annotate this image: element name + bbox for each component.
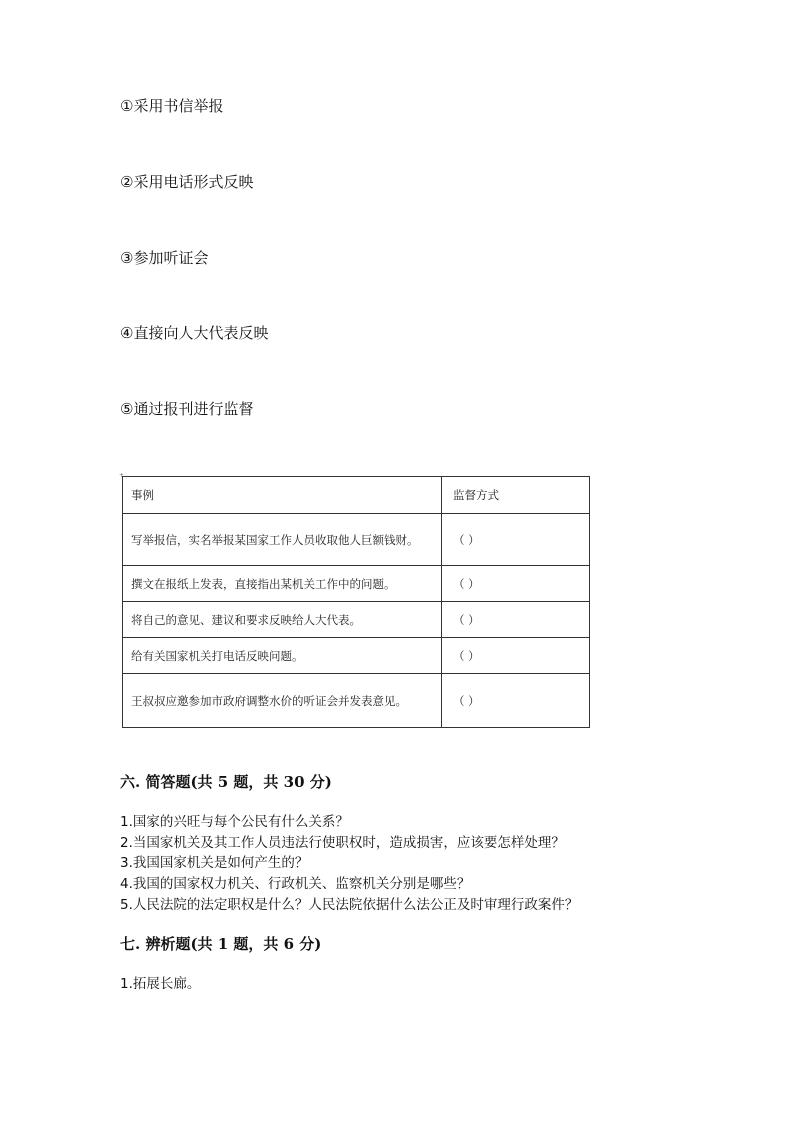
section7-question-1: 1.拓展长廊。	[120, 976, 201, 992]
option-3: ③参加听证会	[120, 249, 209, 267]
table-row	[123, 638, 590, 674]
answer-blank[interactable]: （ ）	[442, 566, 590, 602]
table-row	[123, 602, 590, 638]
supervision-table	[122, 476, 590, 728]
header-case: 事例	[123, 477, 442, 514]
case-cell: 将自己的意见、建议和要求反映给人大代表。	[123, 602, 442, 638]
section6-question-1: 1.国家的兴旺与每个公民有什么关系？	[120, 814, 349, 830]
table-header-row	[123, 477, 590, 514]
answer-blank[interactable]: （ ）	[442, 602, 590, 638]
case-cell: 给有关国家机关打电话反映问题。	[123, 638, 442, 674]
section6-question-4: 4.我国的国家权力机关、行政机关、监察机关分别是哪些？	[120, 876, 471, 892]
table-move-handle-icon: +	[119, 472, 125, 479]
case-cell: 撰文在报纸上发表，直接指出某机关工作中的问题。	[123, 566, 442, 602]
answer-blank[interactable]: （ ）	[442, 514, 590, 566]
section6-title: 六. 简答题(共 5 题，共 30 分)	[120, 773, 332, 791]
case-cell: 写举报信，实名举报某国家工作人员收取他人巨额钱财。	[123, 514, 442, 566]
option-4: ④直接向人大代表反映	[120, 324, 269, 342]
table-row	[123, 674, 590, 728]
table-row	[123, 566, 590, 602]
option-1: ①采用书信举报	[120, 97, 224, 115]
header-method: 监督方式	[442, 477, 590, 514]
section7-title: 七. 辨析题(共 1 题，共 6 分)	[120, 935, 322, 953]
supervision-table-container	[119, 472, 586, 728]
section6-question-5: 5.人民法院的法定职权是什么？人民法院依据什么法公正及时审理行政案件？	[120, 897, 579, 913]
section6-question-2: 2.当国家机关及其工作人员违法行使职权时，造成损害，应该要怎样处理？	[120, 835, 565, 851]
table-row	[123, 514, 590, 566]
option-5: ⑤通过报刊进行监督	[120, 400, 254, 418]
answer-blank[interactable]: （ ）	[442, 674, 590, 728]
answer-blank[interactable]: （ ）	[442, 638, 590, 674]
section6-question-3: 3.我国国家机关是如何产生的？	[120, 855, 309, 871]
option-2: ②采用电话形式反映	[120, 173, 254, 191]
case-cell: 王叔叔应邀参加市政府调整水价的听证会并发表意见。	[123, 674, 442, 728]
